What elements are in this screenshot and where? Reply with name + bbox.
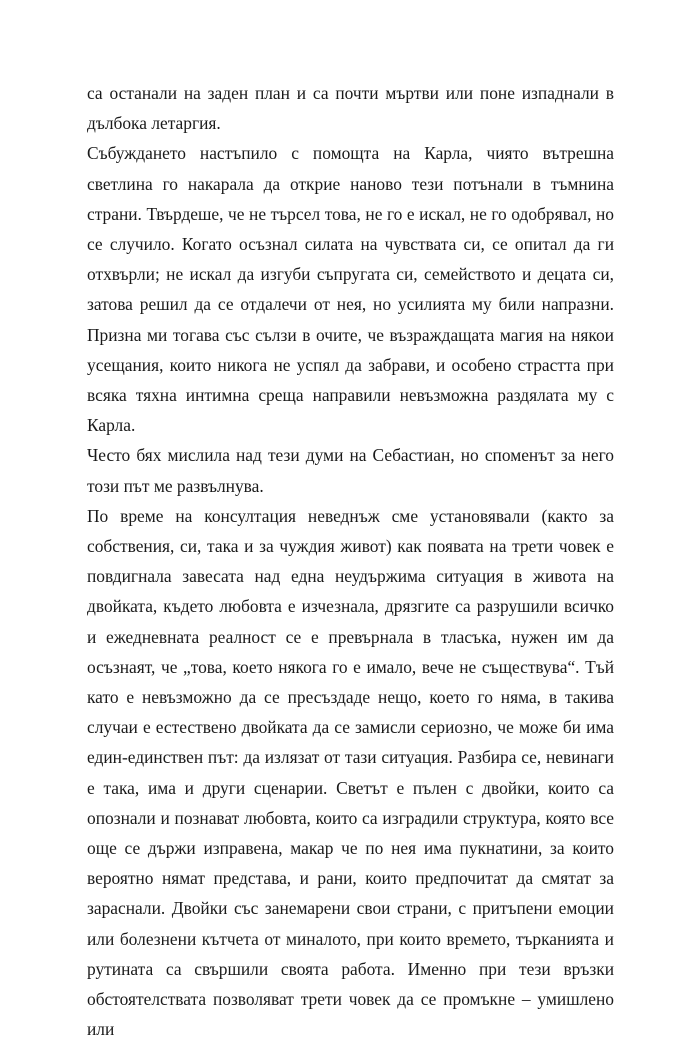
paragraph-3: Често бях мислила над тези думи на Себастиан, но споменът за него този път ме развълнува. <box>87 445 614 496</box>
document-page <box>87 78 614 1045</box>
paragraph-2: Събуждането настъпило с помощта на Карла, чиято вътрешна светлина го накарала да открие наново тези потънали в тъмнина страни. Твърдеше, че не търсел това, не го е искал, не го одобрявал, но се случило. Когато осъзнал силата на чувствата си, се опитал да ги отхвърли; не искал да изгуби съпругата си, семейството и децата си, затова решил да се отдалечи от нея, но усилията му били напразни. Призна ми тогава със сълзи в очите, че възраждащата магия на някои усещания, които никога не успял да забрави, и особено страстта при всяка тяхна интимна среща направили невъзможна раздялата му с Карла. <box>87 143 614 436</box>
paragraph-1: са останали на заден план и са почти мъртви или поне изпаднали в дълбока летаргия. <box>87 83 614 134</box>
paragraph-4: По време на консултация неведнъж сме установявали (както за собствения, си, така и за чуждия живот) как появата на трети човек е повдигнала завесата над една неудържима ситуация в живота на двойката, където любовта е изчезнала, дрязгите са разрушили всичко и ежедневната реалност се е превърнала в тласъка, нужен им да осъзнаят, че „това, което някога го е имало, вече не съществува“. Тъй като е невъзможно да се пресъздаде нещо, което го няма, в такива случаи е естествено двойката да се замисли сериозно, че може би има един-единствен път: да излязат от тази ситуация. Разбира се, невинаги е така, има и други сценарии. Светът е пълен с двойки, които са опознали и познават любовта, които са изградили структура, която все още се държи изправена, макар че по нея има пукнатини, за които вероятно нямат представа, и рани, които предпочитат да смятат за зараснали. Двойки със занемарени свои страни, с притъпени емоции или болезнени кътчета от миналото, при които времето, търканията и рутината са свършили своята работа. Именно при тези връзки обстоятелствата позволяват трети човек да се промъкне – умишлено или <box>87 505 614 1040</box>
